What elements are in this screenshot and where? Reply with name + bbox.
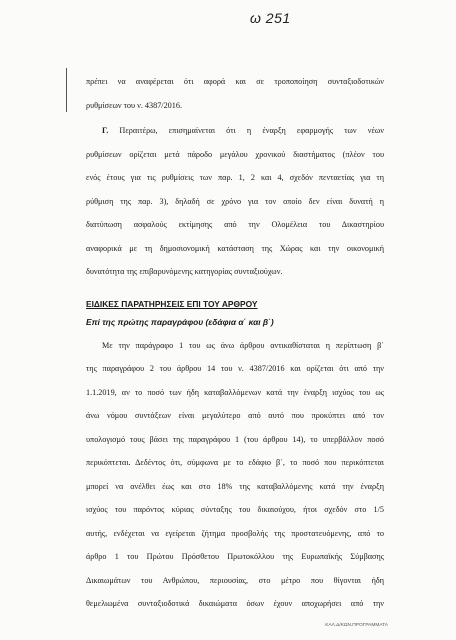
margin-mark — [66, 68, 67, 112]
text-line: Με την παράγραφο 1 του ως άνω άρθρου αντικαθίσταται η περίπτωση β΄ — [102, 340, 384, 350]
paragraph-label: Γ. — [102, 126, 109, 135]
text-line: δυνατότητα της επιβαρυνόμενης κατηγορίας συνταξιούχων. — [86, 267, 283, 276]
text-line: διατύπωση ασφαλούς εκτίμησης από την Ολομέλεια του Δικαστηρίου — [86, 220, 384, 229]
text-line: θεμελιωμένα συνταξιοδοτικά δικαιώματα όσων έχουν αποχωρήσει από την — [86, 599, 384, 608]
text-line: ενός έτους για τις ρυθμίσεις των παρ. 1, 2 και 4, σχεδόν πενταετίας για τη — [86, 173, 384, 182]
page-footer: ΚΑΛ.Δ/ΚΩΝ.ΠΡΟΓΡΑΜΜΑΤΑ — [325, 623, 388, 628]
text-line: ρύθμιση της παρ. 3), δηλαδή σε χρόνο για τον οποίο δεν είναι δυνατή η — [86, 196, 384, 206]
text-line: Δικαιωμάτων του Ανθρώπου, περιουσίας, στο μέτρο που θίγονται ήδη — [86, 575, 384, 585]
text-line: άνω νόμου συντάξεων είναι μεγαλύτερο από αυτό που προκύπτει από τον — [86, 411, 384, 420]
paragraph-gamma — [86, 119, 384, 284]
text-line: περικόπτεται. Δεδέντος ότι, σύμφωνα με το εδάφιο β΄, το ποσό που περικόπτεται — [86, 458, 384, 467]
text-line: άρθρο 1 του Πρώτου Πρόσθετου Πρωτοκόλλου της Ευρωπαϊκής Σύμβασης — [86, 552, 384, 561]
text-line: αυτής, ενδέχεται να εγείρεται ζήτημα προσβολής της προστατευόμενης, από το — [86, 528, 384, 538]
document-body — [86, 70, 384, 616]
text-line: ρυθμίσεων ορίζεται μετά πάροδο μεγάλου χρονικού διαστήματος (πλέον του — [86, 149, 384, 159]
text-line: της παραγράφου 2 του άρθρου 14 του ν. 4387/2016 και ορίζεται ότι από την — [86, 364, 384, 373]
page-number: ω 251 — [250, 10, 291, 26]
section-subheading: Επί της πρώτης παραγράφου (εδάφια α΄ και β΄) — [86, 316, 274, 327]
text-line: υπολογισμό τους βάσει της παραγράφου 1 (του άρθρου 14), το υπερβάλλον ποσό — [86, 434, 384, 444]
text-line: ρυθμίσεων του ν. 4387/2016. — [86, 100, 182, 110]
paragraph-article — [86, 334, 384, 616]
text-line: αναφορικά με τη δημοσιονομική κατάσταση της Χώρας και την οικονομική — [86, 243, 384, 253]
text-line: πρέπει να αναφέρεται ότι αφορά και σε τροποποίηση συνταξιοδοτικών — [86, 77, 384, 86]
text-line: μπορεί να ανέλθει έως και στο 18% της καταβαλλόμενης κατά την έναρξη — [86, 481, 384, 491]
text-line: 1.1.2019, αν το ποσό των ήδη καταβαλλόμενων κατά την έναρξη ισχύος του ως — [86, 387, 384, 397]
paragraph-continuation — [86, 70, 384, 117]
text-line: ισχύος του παρόντος κύριας σύνταξης του δικαιούχου, ήτοι σχεδόν στο 1/5 — [86, 505, 384, 514]
section-heading: ΕΙΔΙΚΕΣ ΠΑΡΑΤΗΡΗΣΕΙΣ ΕΠΙ ΤΟΥ ΑΡΘΡΟΥ — [86, 298, 258, 309]
text-line — [86, 119, 384, 143]
text-line-content: Περαιτέρω, επισημαίνεται ότι η έναρξη εφαρμογής των νέων — [119, 126, 384, 135]
